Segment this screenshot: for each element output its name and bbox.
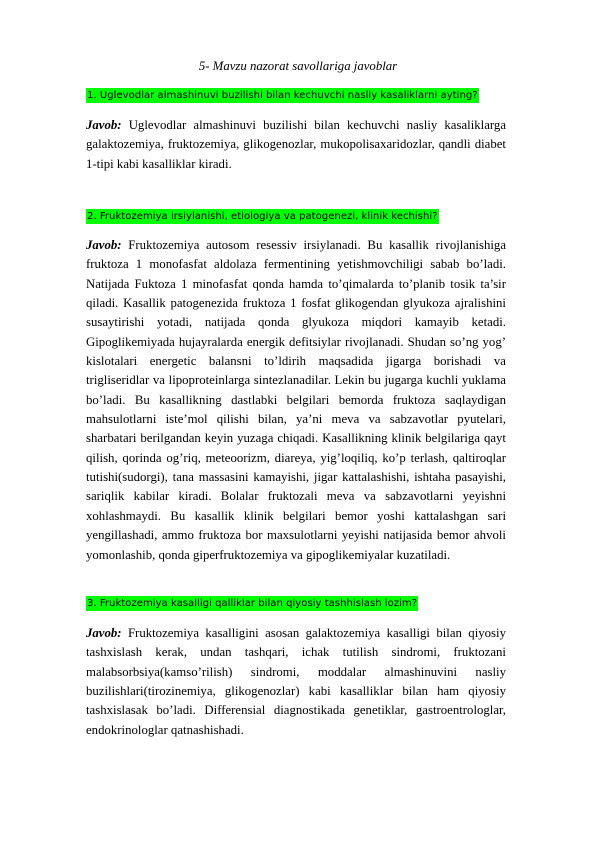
answer-3-paragraph [86,624,506,740]
answer-1-paragraph [86,116,506,174]
answer-3-text: Fruktozemiya kasalligini asosan galaktozemiya kasalligi bilan qiyosiy tashxislash kerak, undan tashqari, ichak tutilish sindromi, fruktozani malabsorbsiya(kamso’rilish) sindromi, moddalar almashinuvini nasliy buzilishlari(tirozinemiya, glikogenozlar) kabi kasalliklar bilan ham qiyosiy tashxislasak bo’ladi. Differensial diagnostikada genetiklar, gastroentrologlar, endokrinologlar qatnashishadi. [86,626,506,737]
answer-2-paragraph [86,236,506,565]
answer-label: Javob: [86,238,122,252]
question-2-heading: 2. Fruktozemiya irsiylanishi, etiologiya va patogenezi, klinik kechishi? [87,211,438,222]
question-3-heading: 3. Fruktozemiya kasalligi qalliklar bilan qiyosiy tashhislash lozim? [87,598,418,609]
question-1-heading: 1. Uglevodlar almashinuvi buzilishi bilan kechuvchi nasliy kasaliklarni ayting? [87,90,478,101]
answer-2-text: Fruktozemiya autosom resessiv irsiylanadi. Bu kasallik rivojlanishiga fruktoza 1 monofasfat aldolaza fermentining yetishmovchiligi sabab bo’ladi. Natijada Fuktoza 1 minofasfat qonda hamda to’qimalarda to’planib tosik ta’sir qiladi. Kasallik patogenezida fruktoza 1 fosfat glikogendan glyukoza ajralishini susaytirishi yotadi, natijada qonda glyukoza miqdori kamayib ketadi. Gipoglikemiyada hujayralarda energik defitsiylar rivojlanadi. Shudan so’ng yog’ kislotalari energetic balansni to’ldirih maqsadida jigarga borishadi va trigliseridlar va lipoproteinlarga sintezlanadilar. Lekin bu jugarga kuchli yuklama bo’ladi. Bu kasallikning dastlabki belgilari bemorda fruktoza saqlaydigan mahsulotlarni iste’mol qilishi bilan, ya’ni meva va sabzavotlar pyutelari, sharbatari berilgandan keyin yuzaga chiqadi. Kasallikning klinik belgilariga qayt qilish, qorinda og’riq, meteoorizm, diareya, yig’loqiliq, ko’p terlash, qaltiroqlar tutishi(sudorgi), tana massasini kamayishi, jigar kattalashishi, ishtaha pasayishi, sariqlik kabilar kiradi. Bolalar fruktozali meva va sabzavotlarni yeyishni xohlashmaydi. Bu kasallik klinik belgilari bemor yoshi kattalashgan sari yengillashadi, ammo fruktoza bor maxsulotlarni yeyishi natijasida bemor ahvoli yomonlashib, qonda giperfruktozemiya va gipoglikemiyalar kuzatiladi. [86,238,507,562]
answer-label: Javob: [86,118,122,132]
page-title: 5- Mavzu nazorat savollariga javoblar [198,59,398,73]
answer-label: Javob: [86,626,122,640]
answer-1-text: Uglevodlar almashinuvi buzilishi bilan kechuvchi nasliy kasaliklarga galaktozemiya, fruktozemiya, glikogenozlar, mukopolisaxaridozlar, qandli diabet 1-tipi kabi kasalliklar kiradi. [86,118,506,171]
